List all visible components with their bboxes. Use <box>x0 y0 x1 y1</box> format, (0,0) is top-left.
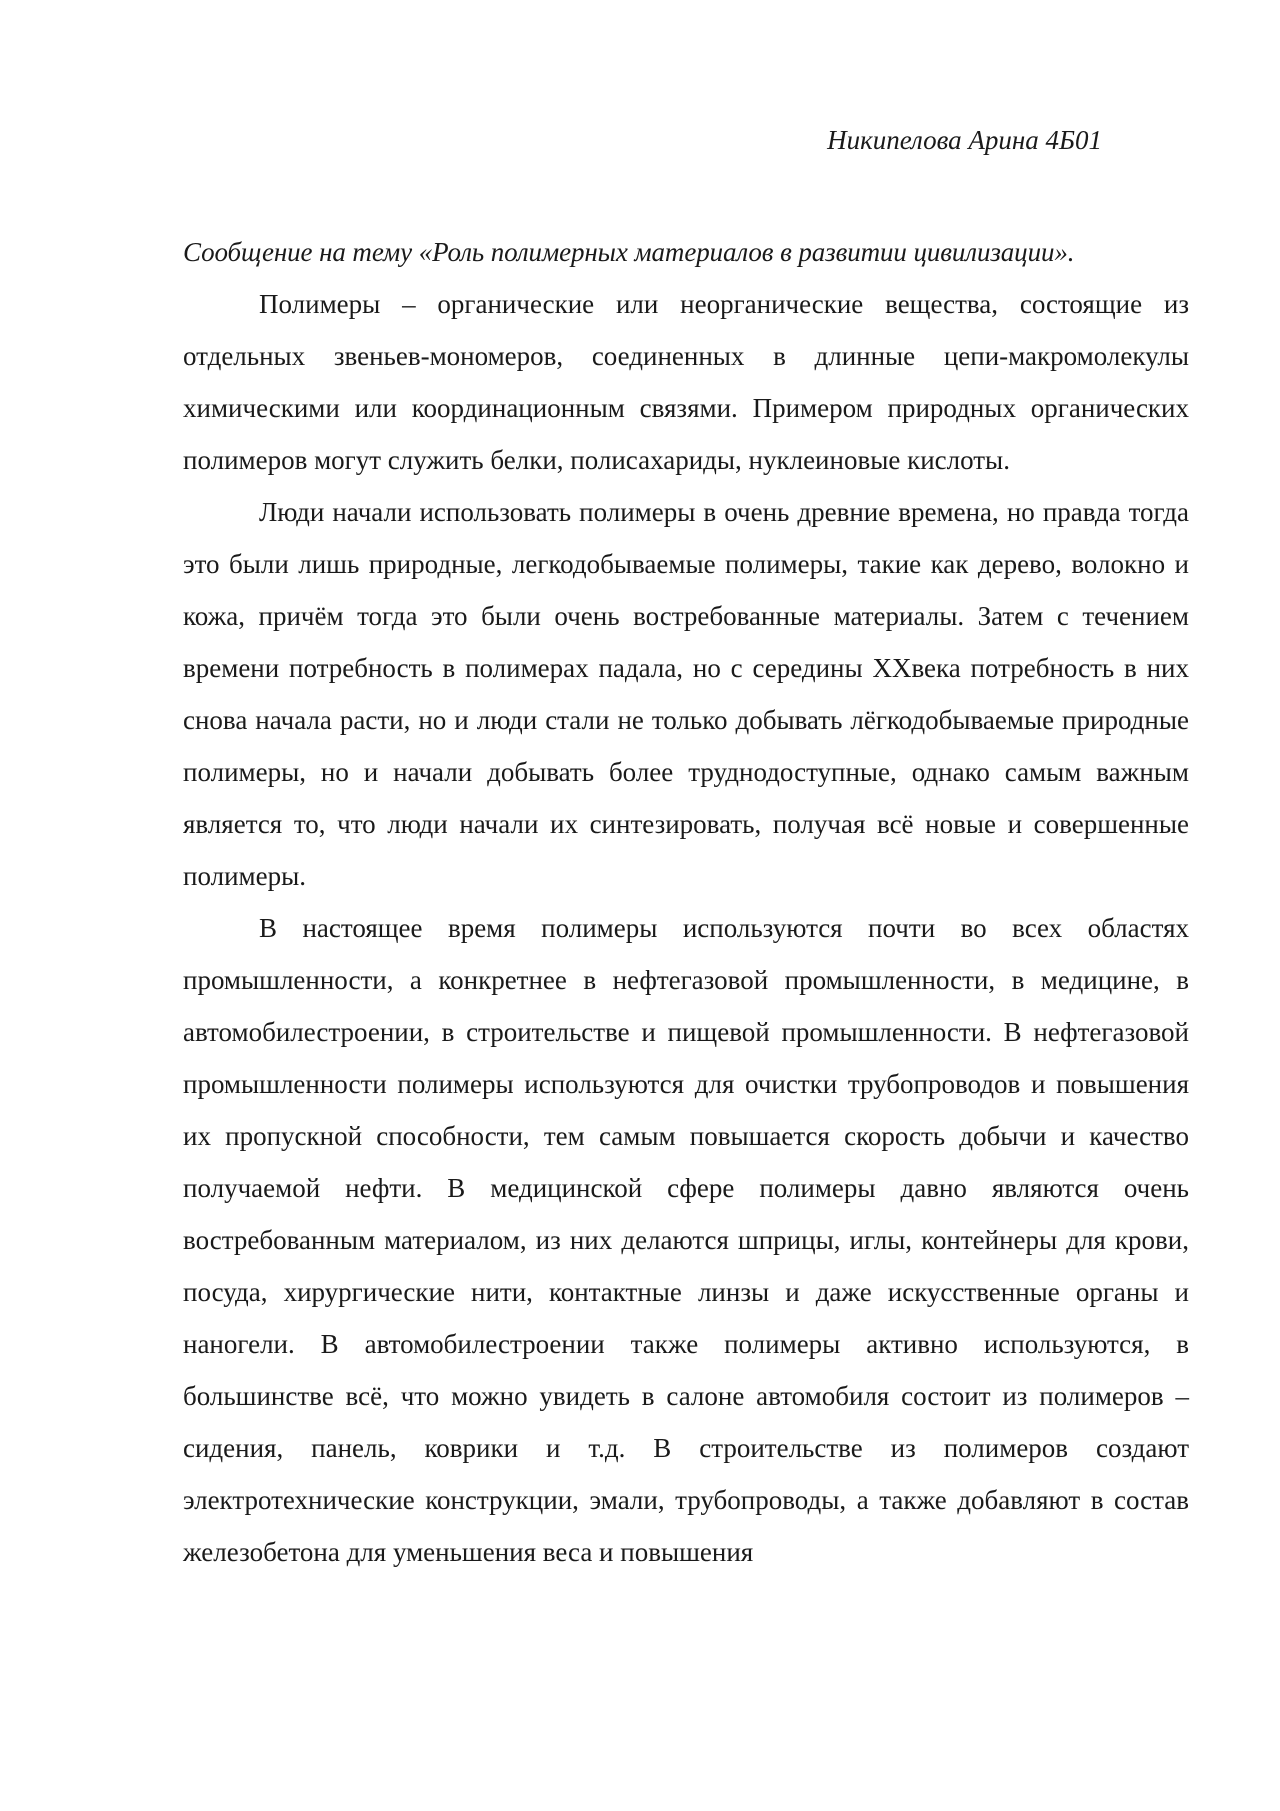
paragraph-polymers-definition: Полимеры – органические или неорганические вещества, состоящие из отдельных звеньев-мономеров, соединенных в длинные цепи-макромолекулы химическими или координационным связями. Примером природных органических полимеров могут служить белки, полисахариды, нуклеиновые кислоты. <box>183 289 1189 475</box>
paragraph-polymers-applications: В настоящее время полимеры используются почти во всех областях промышленности, а конкретнее в нефтегазовой промышленности, в медицине, в автомобилестроении, в строительстве и пищевой промышленности. В нефтегазовой промышленности полимеры используются для очистки трубопроводов и повышения их пропускной способности, тем самым повышается скорость добычи и качество получаемой нефти. В медицинской сфере полимеры давно являются очень востребованным материалом, из них делаются шприцы, иглы, контейнеры для крови, посуда, хирургические нити, контактные линзы и даже искусственные органы и наногели. В автомобилестроении также полимеры активно используются, в большинстве всё, что можно увидеть в салоне автомобиля состоит из полимеров – сидения, панель, коврики и т.д. В строительстве из полимеров создают электротехнические конструкции, эмали, трубопроводы, а также добавляют в состав железобетона для уменьшения веса и повышения <box>183 913 1189 1567</box>
topic-heading: Сообщение на тему «Роль полимерных материалов в развитии цивилизации». <box>183 237 1075 267</box>
document-body <box>183 226 1189 1578</box>
author-line: Никипелова Арина 4Б01 <box>827 125 1102 155</box>
paragraph-polymers-history: Люди начали использовать полимеры в очень древние времена, но правда тогда это были лишь природные, легкодобываемые полимеры, такие как дерево, волокно и кожа, причём тогда это были очень востребованные материалы. Затем с течением времени потребность в полимерах падала, но с середины XXвека потребность в них снова начала расти, но и люди стали не только добывать лёгкодобываемые природные полимеры, но и начали добывать более труднодоступные, однако самым важным является то, что люди начали их синтезировать, получая всё новые и совершенные полимеры. <box>183 497 1189 891</box>
